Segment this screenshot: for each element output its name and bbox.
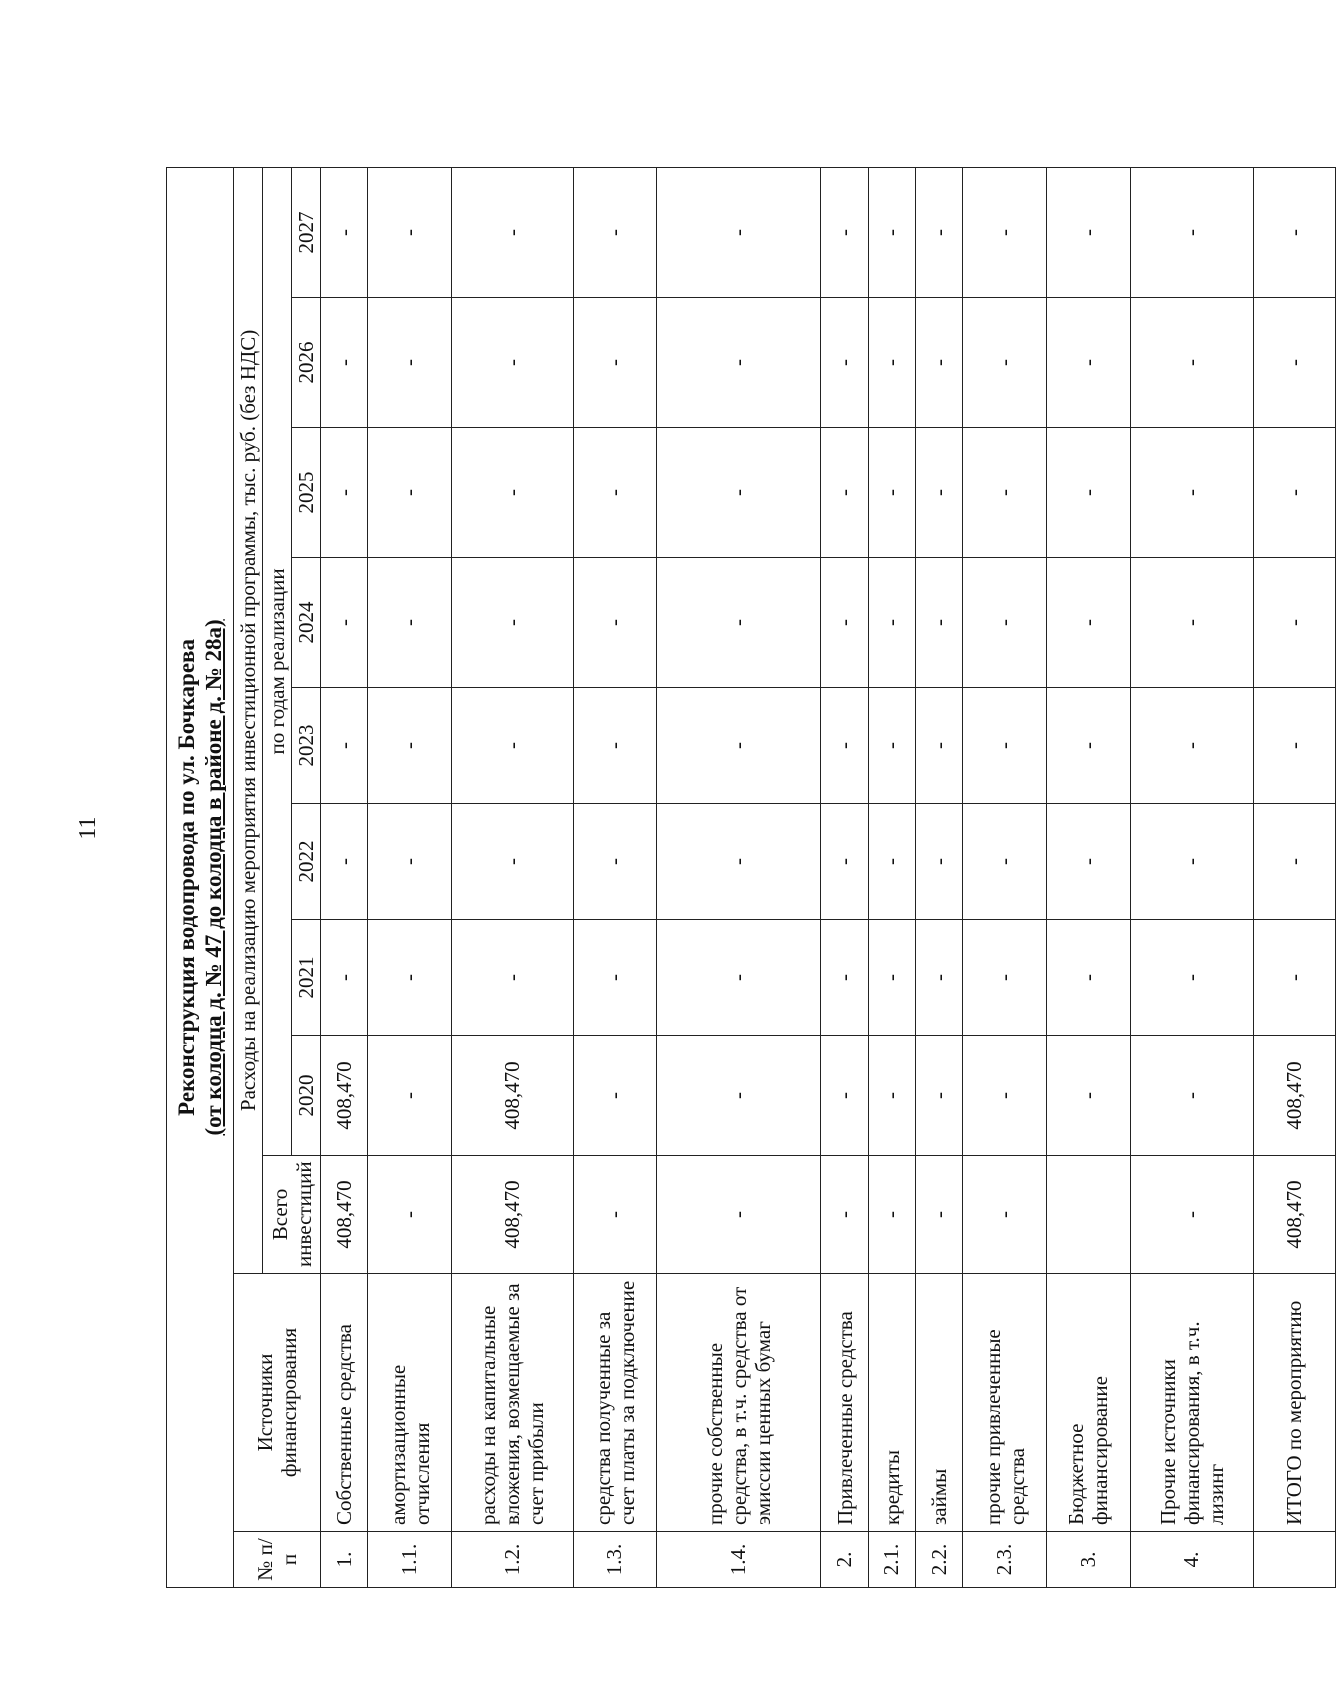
row-total: - xyxy=(963,1156,1047,1274)
row-year-value: - xyxy=(657,167,821,297)
row-year-value: - xyxy=(657,920,821,1036)
row-total: - xyxy=(573,1156,657,1274)
row-year-value: - xyxy=(1130,428,1253,558)
row-number: 1.1. xyxy=(368,1532,452,1588)
row-year-value: - xyxy=(452,428,574,558)
row-year-value: - xyxy=(1130,1036,1253,1156)
row-total: - xyxy=(821,1156,868,1274)
row-year-value: - xyxy=(452,298,574,428)
row-total: - xyxy=(868,1156,915,1274)
title-line-1: Реконструкция водопровода по ул. Бочкарева xyxy=(174,639,199,1116)
row-year-value: - xyxy=(657,298,821,428)
row-year-value: - xyxy=(868,804,915,920)
row-source: прочие собственные средства, в т.ч. средства от эмиссии ценных бумаг xyxy=(657,1274,821,1532)
row-year-value: - xyxy=(1130,558,1253,688)
row-year-value: - xyxy=(821,1036,868,1156)
row-source: займы xyxy=(916,1274,963,1532)
row-year-value: - xyxy=(868,167,915,297)
row-total xyxy=(1047,1156,1131,1274)
row-total: - xyxy=(916,1156,963,1274)
row-year-value: - xyxy=(657,1036,821,1156)
row-year-value: - xyxy=(1130,298,1253,428)
header-by-years: по годам реализации xyxy=(263,167,292,1155)
row-year-value: - xyxy=(1130,167,1253,297)
row-year-value: - xyxy=(1130,920,1253,1036)
row-source: кредиты xyxy=(868,1274,915,1532)
table-row xyxy=(452,167,574,1587)
row-year-value: - xyxy=(452,167,574,297)
header-year: 2025 xyxy=(292,428,321,558)
row-year-value: - xyxy=(657,804,821,920)
row-year-value: - xyxy=(821,298,868,428)
row-year-value: - xyxy=(368,920,452,1036)
row-source: амортизационные отчисления xyxy=(368,1274,452,1532)
row-year-value: - xyxy=(1253,804,1335,920)
row-year-value: - xyxy=(1253,298,1335,428)
header-num: № п/п xyxy=(234,1532,321,1588)
row-number: 3. xyxy=(1047,1532,1131,1588)
row-year-value: - xyxy=(321,804,368,920)
row-year-value: - xyxy=(963,1036,1047,1156)
row-source: прочие привлеченные средства xyxy=(963,1274,1047,1532)
table-row xyxy=(657,167,821,1587)
row-year-value: - xyxy=(657,428,821,558)
row-year-value: - xyxy=(321,298,368,428)
row-year-value: - xyxy=(963,920,1047,1036)
row-year-value: - xyxy=(368,558,452,688)
header-year: 2021 xyxy=(292,920,321,1036)
row-year-value: - xyxy=(657,558,821,688)
row-source: Собственные средства xyxy=(321,1274,368,1532)
row-source: Прочие источники финансирования, в т.ч. лизинг xyxy=(1130,1274,1253,1532)
row-year-value: - xyxy=(657,688,821,804)
row-year-value: - xyxy=(916,298,963,428)
row-year-value: - xyxy=(1047,558,1131,688)
row-year-value: - xyxy=(1047,167,1131,297)
table-row xyxy=(573,167,657,1587)
row-year-value: - xyxy=(821,804,868,920)
row-year-value: - xyxy=(963,558,1047,688)
row-year-value: - xyxy=(1047,804,1131,920)
header-year: 2020 xyxy=(292,1036,321,1156)
table-row xyxy=(368,167,452,1587)
table-row xyxy=(868,167,915,1587)
row-source: средства полученные за счет платы за подключение xyxy=(573,1274,657,1532)
row-year-value: - xyxy=(1047,298,1131,428)
row-year-value: - xyxy=(573,558,657,688)
table-row xyxy=(1047,167,1131,1587)
header-year: 2022 xyxy=(292,804,321,920)
row-year-value: - xyxy=(573,1036,657,1156)
row-number: 2.1. xyxy=(868,1532,915,1588)
row-total: - xyxy=(368,1156,452,1274)
row-number: 1.3. xyxy=(573,1532,657,1588)
row-year-value: - xyxy=(1130,688,1253,804)
table-title xyxy=(167,167,234,1587)
row-year-value: - xyxy=(368,688,452,804)
table-row xyxy=(1130,167,1253,1587)
row-year-value: - xyxy=(368,1036,452,1156)
header-year: 2027 xyxy=(292,167,321,297)
header-source: Источники финансирования xyxy=(234,1274,321,1532)
row-year-value: - xyxy=(868,298,915,428)
row-year-value: - xyxy=(963,298,1047,428)
header-year: 2023 xyxy=(292,688,321,804)
row-year-value: - xyxy=(963,167,1047,297)
row-year-value: - xyxy=(573,428,657,558)
row-year-value: - xyxy=(573,804,657,920)
row-year-value: - xyxy=(821,920,868,1036)
row-source: Бюджетное финансирование xyxy=(1047,1274,1131,1532)
row-number: 2.2. xyxy=(916,1532,963,1588)
row-year-value: - xyxy=(452,804,574,920)
row-year-value: - xyxy=(452,920,574,1036)
row-year-value: - xyxy=(321,688,368,804)
row-year-value: - xyxy=(1253,167,1335,297)
row-year-value: - xyxy=(916,1036,963,1156)
row-year-value: - xyxy=(868,920,915,1036)
header-expenses: Расходы на реализацию мероприятия инвестиционной программы, тыс. руб. (без НДС) xyxy=(234,167,263,1273)
row-year-value: - xyxy=(1047,920,1131,1036)
row-number: 1. xyxy=(321,1532,368,1588)
header-year: 2024 xyxy=(292,558,321,688)
row-year-value: - xyxy=(821,167,868,297)
row-year-value: - xyxy=(573,920,657,1036)
table-row xyxy=(321,167,368,1587)
row-number xyxy=(1253,1532,1335,1588)
row-year-value: - xyxy=(916,920,963,1036)
row-year-value: - xyxy=(1253,558,1335,688)
page-number: 11 xyxy=(75,816,101,840)
row-total: 408,470 xyxy=(452,1156,574,1274)
row-year-value: - xyxy=(1253,428,1335,558)
row-year-value: - xyxy=(1253,920,1335,1036)
row-source: расходы на капитальные вложения, возмещаемые за счет прибыли xyxy=(452,1274,574,1532)
row-year-value: - xyxy=(916,167,963,297)
row-year-value: - xyxy=(368,298,452,428)
row-year-value: - xyxy=(963,428,1047,558)
row-year-value: - xyxy=(916,804,963,920)
row-year-value: - xyxy=(321,920,368,1036)
row-year-value: - xyxy=(573,298,657,428)
row-year-value: - xyxy=(821,428,868,558)
row-total: - xyxy=(1130,1156,1253,1274)
row-year-value: - xyxy=(868,1036,915,1156)
financing-table xyxy=(166,167,1336,1588)
row-year-value: - xyxy=(1130,804,1253,920)
row-year-value: - xyxy=(1047,688,1131,804)
row-year-value: - xyxy=(916,558,963,688)
row-year-value: - xyxy=(868,688,915,804)
row-total: 408,470 xyxy=(1253,1156,1335,1274)
row-year-value: - xyxy=(368,167,452,297)
row-year-value: - xyxy=(368,804,452,920)
row-year-value: 408,470 xyxy=(1253,1036,1335,1156)
table-row xyxy=(916,167,963,1587)
row-year-value: - xyxy=(916,428,963,558)
row-year-value: - xyxy=(452,688,574,804)
row-year-value: - xyxy=(321,428,368,558)
table-row xyxy=(963,167,1047,1587)
row-year-value: - xyxy=(821,558,868,688)
row-number: 2.3. xyxy=(963,1532,1047,1588)
table-row xyxy=(1253,167,1335,1587)
row-year-value: 408,470 xyxy=(321,1036,368,1156)
row-year-value: - xyxy=(916,688,963,804)
table-row xyxy=(821,167,868,1587)
row-year-value: - xyxy=(868,558,915,688)
row-source: Привлеченные средства xyxy=(821,1274,868,1532)
row-year-value: - xyxy=(963,804,1047,920)
row-source: ИТОГО по мероприятию xyxy=(1253,1274,1335,1532)
row-year-value: - xyxy=(573,167,657,297)
header-year: 2026 xyxy=(292,298,321,428)
row-number: 1.4. xyxy=(657,1532,821,1588)
row-total: - xyxy=(657,1156,821,1274)
row-year-value: - xyxy=(452,558,574,688)
row-year-value: - xyxy=(368,428,452,558)
row-year-value: - xyxy=(1047,428,1131,558)
row-year-value: - xyxy=(868,428,915,558)
header-total: Всего инвестиций xyxy=(263,1156,321,1274)
row-year-value: - xyxy=(1047,1036,1131,1156)
row-year-value: - xyxy=(1253,688,1335,804)
row-number: 4. xyxy=(1130,1532,1253,1588)
row-year-value: - xyxy=(963,688,1047,804)
row-year-value: - xyxy=(573,688,657,804)
row-number: 2. xyxy=(821,1532,868,1588)
row-year-value: - xyxy=(321,167,368,297)
row-year-value: - xyxy=(321,558,368,688)
row-total: 408,470 xyxy=(321,1156,368,1274)
rotated-table-container xyxy=(166,168,1336,1588)
row-year-value: 408,470 xyxy=(452,1036,574,1156)
row-number: 1.2. xyxy=(452,1532,574,1588)
title-line-2: (от колодца д. № 47 до колодца в районе д. № 28а) xyxy=(201,619,226,1136)
row-year-value: - xyxy=(821,688,868,804)
